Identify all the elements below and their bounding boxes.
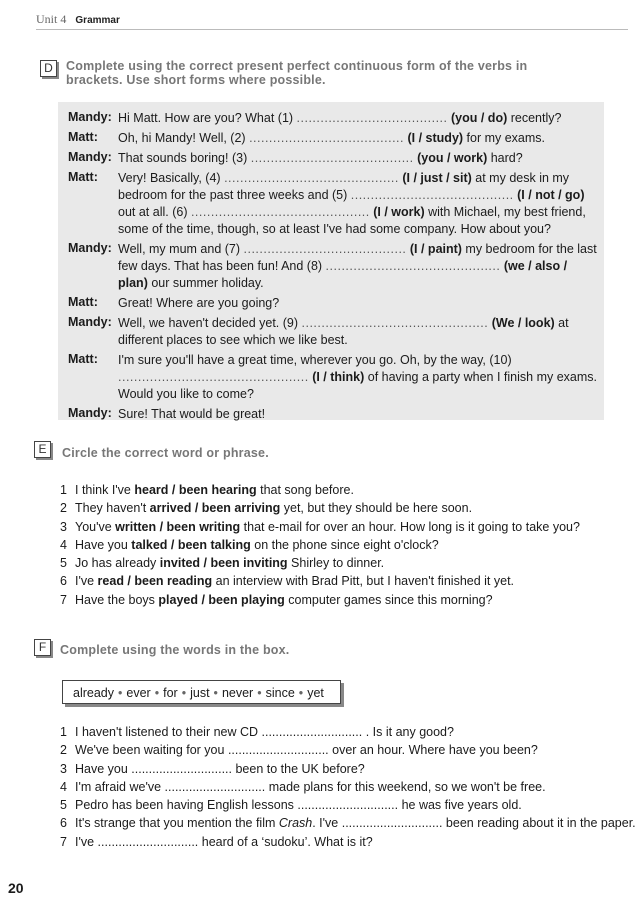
item-text: I'm afraid we've ............................. made plans for this weekend, so we won't be free. — [75, 779, 546, 794]
exercise-e-item — [60, 536, 580, 554]
speaker-name: Matt: — [68, 352, 98, 366]
item-text: Jo has already invited / been inviting Shirley to dinner. — [75, 556, 385, 571]
dialogue-text: Very! Basically, (4) ............................................ (I / just / sit) at my desk in my bedroom for the past three weeks and (5) ......................................... (I / not / go) out at all. (6) ............................................. (I / work) with Michael, my best friend, some of the time, though, so at least I've had some company. How about you? — [118, 171, 586, 236]
speaker-name: Mandy: — [68, 110, 112, 124]
exercise-e-item — [60, 518, 580, 536]
exercise-e-item — [60, 572, 580, 590]
dialogue-line — [68, 352, 600, 403]
dialogue-line — [68, 241, 600, 292]
exercise-d-instruction-line1: Complete using the correct present perfect continuous form of the verbs in — [66, 59, 528, 73]
exercise-f-letter: F — [34, 639, 51, 656]
item-number: 3 — [60, 519, 67, 534]
exercise-d-letter: D — [40, 60, 57, 77]
dialogue-line — [68, 295, 600, 312]
speaker-name: Mandy: — [68, 241, 112, 255]
exercise-e-item — [60, 591, 580, 609]
item-number: 1 — [60, 483, 67, 497]
word-box-item: for — [163, 686, 178, 700]
item-number: 1 — [60, 725, 67, 739]
speaker-name: Mandy: — [68, 406, 112, 420]
header-divider — [36, 29, 628, 30]
speaker-name: Mandy: — [68, 150, 112, 164]
item-text: I've read / been reading an interview with Brad Pitt, but I haven't finished it yet. — [75, 574, 515, 589]
item-number: 2 — [60, 743, 67, 758]
dialogue-text: Hi Matt. How are you? What (1) ...................................... (you / do) recently? — [118, 111, 562, 125]
dialogue-text: Great! Where are you going? — [118, 296, 280, 310]
exercise-e-item — [60, 554, 580, 572]
dialogue-line — [68, 406, 600, 423]
exercise-f-item — [60, 814, 636, 832]
item-number: 7 — [60, 834, 67, 849]
item-number: 4 — [60, 537, 67, 552]
word-separator: • — [181, 686, 187, 700]
item-number: 2 — [60, 501, 67, 516]
word-box-item: never — [221, 686, 254, 700]
word-box-item: ever — [126, 686, 151, 700]
speaker-name: Matt: — [68, 130, 98, 144]
item-text: Have you ............................. been to the UK before? — [75, 761, 365, 776]
item-number: 5 — [60, 798, 67, 813]
item-text: I've ............................. heard of a ‘sudoku’. What is it? — [75, 834, 373, 849]
exercise-f-list — [60, 723, 636, 851]
word-box-item: yet — [307, 686, 324, 700]
word-separator: • — [213, 686, 218, 700]
dialogue-line — [68, 170, 600, 238]
word-separator: • — [154, 686, 160, 700]
dialogue-text: I'm sure you'll have a great time, wherever you go. Oh, by the way, (10) ................................................ (I / think) of having a party when I finish my exams. Would you like to come? — [118, 353, 598, 401]
exercise-f-item — [60, 778, 636, 796]
exercise-f-item — [60, 723, 636, 741]
dialogue-text: Well, my mum and (7) ......................................... (I / paint) my bedroom for the last few days. That has been fun! And (8) ............................................ (we / also / plan) our summer holiday. — [118, 242, 597, 290]
item-number: 6 — [60, 574, 67, 589]
word-box-item: already — [73, 686, 114, 700]
item-number: 5 — [60, 556, 67, 571]
speaker-name: Matt: — [68, 295, 98, 309]
exercise-f-item — [60, 760, 636, 778]
item-number: 6 — [60, 816, 67, 831]
word-box-item: since — [265, 686, 295, 700]
section-label: Grammar — [75, 15, 120, 26]
item-number: 3 — [60, 761, 67, 776]
speaker-name: Matt: — [68, 170, 98, 184]
item-number: 4 — [60, 779, 67, 794]
item-text: We've been waiting for you ............................. over an hour. Where have you been? — [75, 743, 538, 758]
word-separator: • — [257, 686, 262, 700]
word-box — [62, 680, 341, 704]
word-separator: • — [118, 686, 123, 700]
exercise-d-instruction-line2: brackets. Use short forms where possible. — [66, 73, 326, 87]
exercise-e-letter: E — [34, 441, 51, 458]
unit-label: Unit 4 — [36, 12, 67, 26]
word-box-item: just — [190, 686, 210, 700]
dialogue-text: That sounds boring! (3) ......................................... (you / work) hard? — [118, 151, 523, 165]
exercise-f-instruction: Complete using the words in the box. — [60, 643, 290, 657]
exercise-e-instruction: Circle the correct word or phrase. — [62, 446, 269, 460]
dialogue-line — [68, 110, 600, 127]
item-text: I haven't listened to their new CD ............................. . Is it any good? — [75, 725, 454, 739]
exercise-e-item — [60, 499, 580, 517]
item-text: It's strange that you mention the film Crash. I've ............................. been reading about it in the paper. — [75, 816, 636, 831]
item-number: 7 — [60, 592, 67, 607]
exercise-e-list — [60, 481, 580, 609]
dialogue — [68, 110, 600, 426]
dialogue-text: Well, we haven't decided yet. (9) ............................................... (We / look) at different places to see which we like best. — [118, 316, 569, 347]
exercise-f-item — [60, 833, 636, 851]
item-text: Have you talked / been talking on the phone since eight o'clock? — [75, 537, 439, 552]
item-text: I think I've heard / been hearing that song before. — [75, 483, 354, 497]
exercise-f-item — [60, 741, 636, 759]
dialogue-line — [68, 150, 600, 167]
speaker-name: Mandy: — [68, 315, 112, 329]
page-number: 20 — [8, 880, 24, 896]
dialogue-text: Sure! That would be great! — [118, 407, 266, 421]
exercise-f-item — [60, 796, 636, 814]
dialogue-line — [68, 315, 600, 349]
page-header — [36, 12, 120, 27]
item-text: Have the boys played / been playing computer games since this morning? — [75, 592, 493, 607]
item-text: You've written / been writing that e-mail for over an hour. How long is it going to take you? — [75, 519, 580, 534]
item-text: They haven't arrived / been arriving yet, but they should be here soon. — [75, 501, 473, 516]
exercise-d-instruction — [66, 59, 527, 87]
exercise-e-item — [60, 481, 580, 499]
word-separator: • — [298, 686, 304, 700]
dialogue-line — [68, 130, 600, 147]
dialogue-text: Oh, hi Mandy! Well, (2) ....................................... (I / study) for my exams. — [118, 131, 546, 145]
item-text: Pedro has been having English lessons ............................. he was five years old. — [75, 798, 522, 813]
